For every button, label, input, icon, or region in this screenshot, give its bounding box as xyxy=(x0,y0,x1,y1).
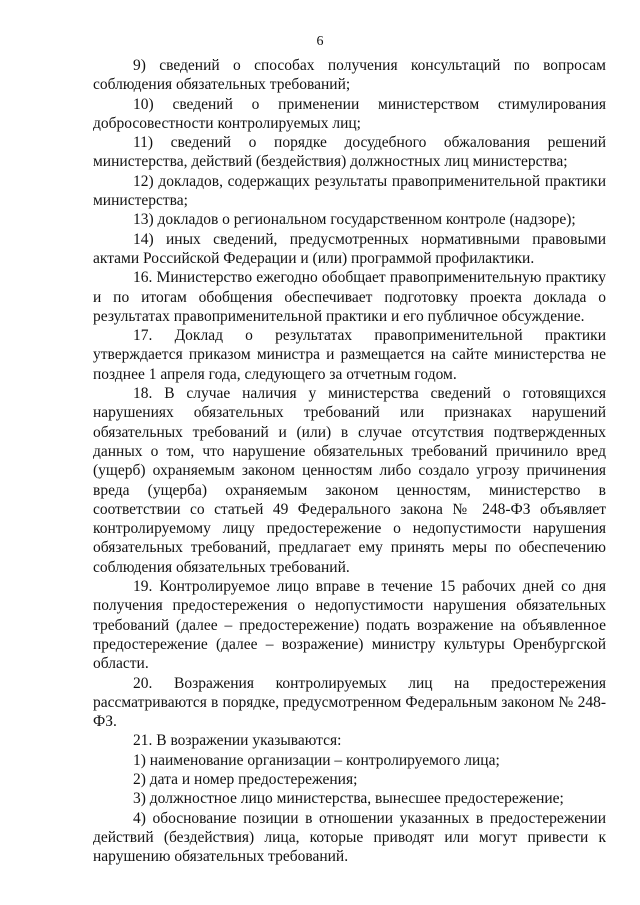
paragraph-clause-19: 19. Контролируемое лицо вправе в течение 15 рабочих дней со дня получения предостережения о недопустимости нарушения обязательных требований (далее – предостережение) подать возражение на объявленное предостережение (далее – возражение) министру культуры Оренбургской области. xyxy=(93,578,606,673)
paragraph-clause-16: 16. Министерство ежегодно обобщает правоприменительную практику и по итогам обобщения обеспечивает подготовку проекта доклада о результатах правоприменительной практики и его публичное обсуждение. xyxy=(93,269,606,325)
paragraph-clause-21: 21. В возражении указываются: xyxy=(133,732,342,750)
paragraph-item-10: 10) сведений о применении министерством стимулирования добросовестности контролируемых лиц; xyxy=(93,95,606,132)
document-body xyxy=(93,56,606,866)
paragraph-item-13: 13) докладов о региональном государственном контроле (надзоре); xyxy=(133,211,576,229)
paragraph-objection-item-2: 2) дата и номер предостережения; xyxy=(133,770,358,788)
paragraph-objection-item-1: 1) наименование организации – контролируемого лица; xyxy=(133,751,500,769)
paragraph-clause-20: 20. Возражения контролируемых лиц на предостережения рассматриваются в порядке, предусмотренном Федеральным законом № 248-ФЗ. xyxy=(93,674,606,731)
paragraph-objection-item-3: 3) должностное лицо министерства, вынесшее предостережение; xyxy=(133,790,564,808)
paragraph-clause-17: 17. Доклад о результатах правоприменительной практики утверждается приказом министра и размещается на сайте министерства не позднее 1 апреля года, следующего за отчетным годом. xyxy=(93,327,606,383)
paragraph-item-14: 14) иных сведений, предусмотренных нормативными правовыми актами Российской Федерации и (или) программой профилактики. xyxy=(93,230,606,267)
paragraph-objection-item-4: 4) обоснование позиции в отношении указанных в предостережении действий (бездействия) лица, которые приводят или могут привести к нарушению обязательных требований. xyxy=(93,809,606,866)
paragraph-item-11: 11) сведений о порядке досудебного обжалования решений министерства, действий (бездействия) должностных лиц министерства; xyxy=(93,134,606,171)
paragraph-clause-18: 18. В случае наличия у министерства сведений о готовящихся нарушениях обязательных требований или признаках нарушений обязательных требований и (или) в случае отсутствия подтвержденных данных о том, что нарушение обязательных требований причинило вред (ущерб) охраняемым законом ценностям либо создало угрозу причинения вреда (ущерба) охраняемым законом ценностям, министерство в соответствии со статьей 49 Федерального закона № 248-ФЗ объявляет контролируемому лицу предостережение о недопустимости нарушения обязательных требований, предлагает ему принять меры по обеспечению соблюдения обязательных требований. xyxy=(93,385,606,576)
page-number: 6 xyxy=(316,34,324,49)
paragraph-item-12: 12) докладов, содержащих результаты правоприменительной практики министерства; xyxy=(93,172,606,210)
paragraph-item-9: 9) сведений о способах получения консультаций по вопросам соблюдения обязательных требований; xyxy=(93,57,606,94)
